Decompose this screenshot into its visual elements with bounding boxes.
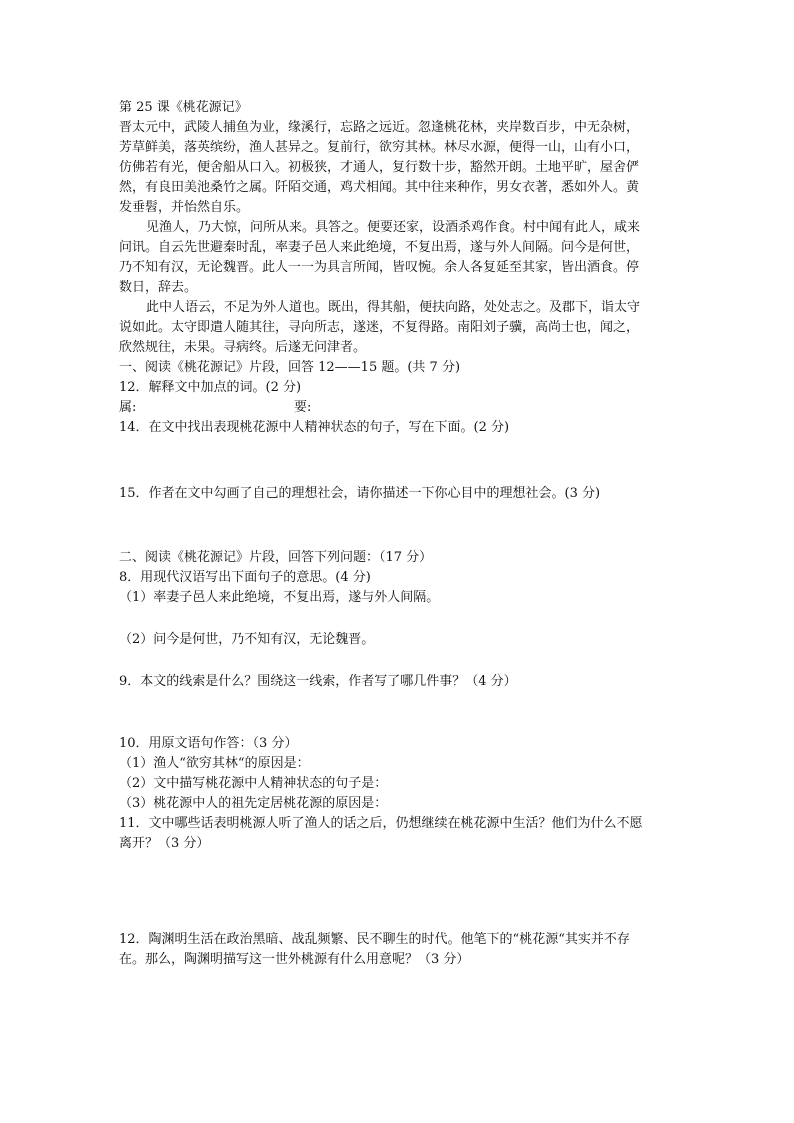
question-8-1: （1）率妻子邑人来此绝境，不复出焉，遂与外人间隔。 [119, 590, 440, 605]
passage-line: 发垂髫，并怡然自乐。 [119, 200, 250, 215]
passage-line: 仿佛若有光，便舍船从口入。初极狭，才通人，复行数十步，豁然开朗。土地平旷，屋舍俨 [119, 160, 640, 175]
section2-heading: 二、阅读《桃花源记》片段，回答下列问题：（17 分） [119, 550, 433, 565]
question-12b-line: 在。那么，陶渊明描写这一世外桃源有什么用意呢？（3 分） [119, 952, 470, 967]
question-12: 12．解释文中加点的词。(2 分) [119, 380, 302, 395]
section1-heading: 一、阅读《桃花源记》片段，回答 12——15 题。(共 7 分) [119, 360, 461, 375]
passage-line: 乃不知有汉，无论魏晋。此人一一为具言所闻，皆叹惋。余人各复延至其家，皆出酒食。停 [119, 260, 640, 275]
answer-label-shu: 属: [119, 400, 137, 415]
question-9: 9．本文的线索是什么？围绕这一线索，作者写了哪几件事？（4 分） [119, 674, 517, 689]
question-11-line: 11．文中哪些话表明桃源人听了渔人的话之后，仍想继续在桃花源中生活？他们为什么不愿 [119, 816, 643, 831]
passage-line: 芳草鲜美，落英缤纷，渔人甚异之。复前行，欲穷其林。林尽水源，便得一山，山有小口， [119, 140, 640, 155]
question-10-3: （3）桃花源中人的祖先定居桃花源的原因是： [119, 796, 388, 811]
question-8-2: （2）问今是何世，乃不知有汉，无论魏晋。 [119, 632, 375, 647]
question-15: 15．作者在文中勾画了自己的理想社会，请你描述一下你心目中的理想社会。(3 分) [119, 486, 601, 501]
passage-line: 数日，辞去。 [119, 280, 198, 295]
question-8: 8．用现代汉语写出下面句子的意思。(4 分) [119, 570, 371, 585]
lesson-title: 第 25 课《桃花源记》 [119, 100, 248, 115]
passage-line: 说如此。太守即遣人随其往，寻向所志，遂迷，不复得路。南阳刘子骥，高尚士也，闻之， [119, 320, 640, 335]
passage-line: 见渔人，乃大惊，问所从来。具答之。便要还家，设酒杀鸡作食。村中闻有此人，咸来 [146, 220, 641, 235]
passage-line: 欣然规往，未果。寻病终。后遂无问津者。 [119, 340, 367, 355]
passage-line: 此中人语云，不足为外人道也。既出，得其船，便扶向路，处处志之。及郡下，诣太守 [146, 300, 641, 315]
question-10-2: （2）文中描写桃花源中人精神状态的句子是： [119, 776, 388, 791]
answer-label-yao: 要: [294, 400, 312, 415]
passage-line: 晋太元中，武陵人捕鱼为业，缘溪行，忘路之远近。忽逢桃花林，夹岸数百步，中无杂树， [119, 120, 640, 135]
passage-line: 问讯。自云先世避秦时乱，率妻子邑人来此绝境，不复出焉，遂与外人间隔。问今是何世， [119, 240, 640, 255]
question-11-line: 离开？（3 分） [119, 836, 210, 851]
passage-line: 然，有良田美池桑竹之属。阡陌交通，鸡犬相闻。其中往来种作，男女衣著，悉如外人。黄 [119, 180, 640, 195]
question-12b-line: 12．陶渊明生活在政治黑暗、战乱频繁、民不聊生的时代。他笔下的“桃花源“其实并不存 [119, 932, 630, 947]
question-14: 14．在文中找出表现桃花源中人精神状态的句子，写在下面。(2 分) [119, 420, 510, 435]
question-10-1: （1）渔人“欲穷其林“的原因是： [119, 756, 310, 771]
question-10: 10．用原文语句作答：（3 分） [119, 736, 298, 751]
